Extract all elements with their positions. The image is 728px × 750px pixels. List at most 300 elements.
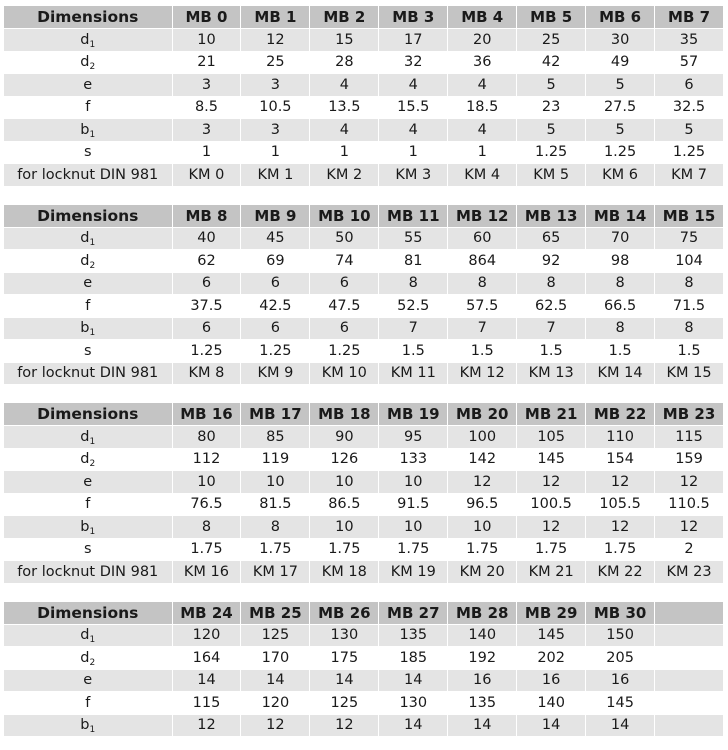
table-cell: 6	[172, 317, 241, 340]
table-row	[4, 471, 724, 494]
table-cell: KM 16	[172, 561, 241, 584]
table-cell: 42	[517, 51, 586, 74]
table-cell: 110	[586, 426, 655, 449]
table-cell: 14	[241, 669, 310, 692]
table-cell: 35	[655, 29, 724, 52]
header-cell: MB 28	[448, 602, 517, 625]
table-cell: 14	[379, 714, 448, 737]
table-cell: 145	[517, 624, 586, 647]
table-cell: 1	[448, 141, 517, 164]
table-cell	[655, 669, 724, 692]
table-cell: 62.5	[517, 295, 586, 318]
header-cell: MB 25	[241, 602, 310, 625]
table-cell: KM 8	[172, 362, 241, 385]
table-row	[4, 647, 724, 670]
table-cell: 14	[517, 714, 586, 737]
table-cell: 1.5	[379, 340, 448, 363]
table-cell: 5	[517, 119, 586, 142]
table-cell	[655, 714, 724, 737]
table-cell: 76.5	[172, 493, 241, 516]
table-header-row	[4, 602, 724, 625]
table-cell: 3	[172, 74, 241, 97]
table-row	[4, 561, 724, 584]
header-cell: MB 11	[379, 205, 448, 228]
table-row	[4, 714, 724, 737]
table-row	[4, 295, 724, 318]
header-cell: Dimensions	[4, 6, 172, 29]
row-label: e	[4, 272, 172, 295]
header-cell: MB 29	[517, 602, 586, 625]
table-row	[4, 29, 724, 52]
table-cell: KM 23	[655, 561, 724, 584]
table-header-row	[4, 403, 724, 426]
table-cell: 1.75	[310, 538, 379, 561]
header-cell: MB 5	[517, 6, 586, 29]
row-label: $b_1$	[4, 317, 172, 340]
table-cell: 1.75	[586, 538, 655, 561]
table-cell: 14	[379, 669, 448, 692]
table-cell: 20	[448, 29, 517, 52]
table-cell: 1	[379, 141, 448, 164]
row-label: e	[4, 74, 172, 97]
table-cell: 60	[448, 227, 517, 250]
table-cell: 45	[241, 227, 310, 250]
table-row	[4, 669, 724, 692]
dimensions-table-1	[4, 6, 724, 187]
row-label: $d_2$	[4, 51, 172, 74]
table-cell: 140	[448, 624, 517, 647]
table-cell: 4	[379, 119, 448, 142]
table-cell: 74	[310, 250, 379, 273]
table-cell: 12	[517, 516, 586, 539]
table-cell: 14	[310, 669, 379, 692]
table-row	[4, 164, 724, 187]
table-cell: 1.25	[241, 340, 310, 363]
table-cell: 5	[517, 74, 586, 97]
table-cell: 17	[379, 29, 448, 52]
table-cell: 16	[586, 669, 655, 692]
table-cell: 70	[586, 227, 655, 250]
header-cell: MB 12	[448, 205, 517, 228]
table-cell: 8	[517, 272, 586, 295]
dimensions-table-2	[4, 205, 724, 386]
table-cell: 7	[379, 317, 448, 340]
table-cell: 12	[310, 714, 379, 737]
table-cell: 32	[379, 51, 448, 74]
table-cell: 92	[517, 250, 586, 273]
table-row	[4, 74, 724, 97]
table-cell: 8	[379, 272, 448, 295]
table-cell: 8	[241, 516, 310, 539]
table-cell: 30	[586, 29, 655, 52]
table-cell: KM 21	[517, 561, 586, 584]
table-cell: 145	[517, 448, 586, 471]
table-cell: 27.5	[586, 96, 655, 119]
row-label: for locknut DIN 981	[4, 561, 172, 584]
table-cell: 170	[241, 647, 310, 670]
table-cell: 10	[448, 516, 517, 539]
table-cell: 164	[172, 647, 241, 670]
table-cell: 2	[655, 538, 724, 561]
table-cell: 112	[172, 448, 241, 471]
table-cell: 12	[241, 714, 310, 737]
table-cell: 6	[310, 317, 379, 340]
table-cell: 1.25	[655, 141, 724, 164]
table-cell: 12	[448, 471, 517, 494]
header-cell: MB 24	[172, 602, 241, 625]
table-row	[4, 493, 724, 516]
table-cell: 1.75	[448, 538, 517, 561]
row-label: $d_1$	[4, 426, 172, 449]
row-label: f	[4, 692, 172, 715]
table-cell: 14	[586, 714, 655, 737]
table-cell: KM 22	[586, 561, 655, 584]
table-cell: 15.5	[379, 96, 448, 119]
table-cell: 4	[448, 119, 517, 142]
table-row	[4, 426, 724, 449]
table-cell: KM 14	[586, 362, 655, 385]
table-cell: KM 15	[655, 362, 724, 385]
table-cell: 185	[379, 647, 448, 670]
table-cell: 12	[655, 471, 724, 494]
table-row	[4, 624, 724, 647]
table-cell: 10	[310, 471, 379, 494]
table-row	[4, 272, 724, 295]
table-cell: 37.5	[172, 295, 241, 318]
table-cell: 1.25	[517, 141, 586, 164]
table-cell: 205	[586, 647, 655, 670]
header-cell: MB 1	[241, 6, 310, 29]
row-label: e	[4, 471, 172, 494]
table-cell: 125	[310, 692, 379, 715]
table-cell: KM 5	[517, 164, 586, 187]
header-cell: MB 0	[172, 6, 241, 29]
table-cell: 12	[172, 714, 241, 737]
table-cell: 14	[448, 714, 517, 737]
dimensions-table-3	[4, 403, 724, 584]
table-cell: 36	[448, 51, 517, 74]
header-cell: MB 10	[310, 205, 379, 228]
table-cell: 100	[448, 426, 517, 449]
header-cell: Dimensions	[4, 403, 172, 426]
table-cell: 1.75	[517, 538, 586, 561]
table-cell: 14	[172, 669, 241, 692]
header-cell: MB 20	[448, 403, 517, 426]
table-cell: 1.75	[241, 538, 310, 561]
table-row	[4, 227, 724, 250]
table-cell: 16	[517, 669, 586, 692]
header-cell: MB 9	[241, 205, 310, 228]
table-cell: 18.5	[448, 96, 517, 119]
table-row	[4, 538, 724, 561]
row-label: for locknut DIN 981	[4, 164, 172, 187]
row-label: s	[4, 141, 172, 164]
table-cell: 55	[379, 227, 448, 250]
row-label: $d_1$	[4, 624, 172, 647]
table-cell: 120	[241, 692, 310, 715]
header-cell	[655, 602, 724, 625]
header-cell: MB 13	[517, 205, 586, 228]
table-cell: 10	[172, 471, 241, 494]
table-cell: 16	[448, 669, 517, 692]
table-cell: KM 7	[655, 164, 724, 187]
table-cell: 1.25	[172, 340, 241, 363]
table-cell: 125	[241, 624, 310, 647]
table-cell: 130	[379, 692, 448, 715]
header-cell: MB 14	[586, 205, 655, 228]
table-cell: 40	[172, 227, 241, 250]
header-cell: MB 4	[448, 6, 517, 29]
header-cell: MB 15	[655, 205, 724, 228]
table-cell: KM 11	[379, 362, 448, 385]
table-cell: 145	[586, 692, 655, 715]
row-label: $b_1$	[4, 516, 172, 539]
table-row	[4, 516, 724, 539]
table-cell: 5	[586, 74, 655, 97]
header-cell: MB 2	[310, 6, 379, 29]
table-cell: 10	[379, 471, 448, 494]
row-label: for locknut DIN 981	[4, 362, 172, 385]
table-cell: 90	[310, 426, 379, 449]
table-cell: 81	[379, 250, 448, 273]
table-cell: 1.25	[586, 141, 655, 164]
header-cell: MB 21	[517, 403, 586, 426]
table-cell: 10	[310, 516, 379, 539]
table-cell: 85	[241, 426, 310, 449]
table-cell: 6	[172, 272, 241, 295]
table-cell: 21	[172, 51, 241, 74]
table-cell: KM 19	[379, 561, 448, 584]
table-cell: 6	[655, 74, 724, 97]
table-row	[4, 317, 724, 340]
table-row	[4, 119, 724, 142]
table-cell: KM 12	[448, 362, 517, 385]
table-cell: 69	[241, 250, 310, 273]
dimensions-table-4	[4, 602, 724, 738]
table-cell: 4	[310, 119, 379, 142]
table-cell: 3	[241, 119, 310, 142]
table-row	[4, 51, 724, 74]
table-header-row	[4, 6, 724, 29]
header-cell: MB 23	[655, 403, 724, 426]
row-label: $b_1$	[4, 714, 172, 737]
table-cell: 12	[586, 471, 655, 494]
table-cell: 10.5	[241, 96, 310, 119]
header-cell: MB 30	[586, 602, 655, 625]
table-cell: 1.5	[586, 340, 655, 363]
table-row	[4, 250, 724, 273]
row-label: f	[4, 295, 172, 318]
header-cell: MB 22	[586, 403, 655, 426]
table-cell: KM 3	[379, 164, 448, 187]
table-cell: 115	[655, 426, 724, 449]
header-cell: MB 17	[241, 403, 310, 426]
table-cell: 1.25	[310, 340, 379, 363]
table-cell: 12	[517, 471, 586, 494]
table-cell: 8	[586, 317, 655, 340]
table-cell: 5	[655, 119, 724, 142]
table-cell: 49	[586, 51, 655, 74]
table-cell: 150	[586, 624, 655, 647]
header-cell: MB 19	[379, 403, 448, 426]
table-cell: 864	[448, 250, 517, 273]
table-cell: 28	[310, 51, 379, 74]
table-cell	[655, 624, 724, 647]
table-cell: 32.5	[655, 96, 724, 119]
table-cell: 4	[448, 74, 517, 97]
table-cell: 3	[172, 119, 241, 142]
row-label: $d_2$	[4, 448, 172, 471]
table-cell: 7	[448, 317, 517, 340]
table-cell: 175	[310, 647, 379, 670]
table-cell: 3	[241, 74, 310, 97]
table-cell: 140	[517, 692, 586, 715]
header-cell: MB 7	[655, 6, 724, 29]
table-header-row	[4, 205, 724, 228]
table-cell: 12	[586, 516, 655, 539]
header-cell: MB 26	[310, 602, 379, 625]
table-cell: 135	[379, 624, 448, 647]
table-cell: 192	[448, 647, 517, 670]
table-cell: 6	[310, 272, 379, 295]
row-label: $d_2$	[4, 647, 172, 670]
table-cell: 1.5	[655, 340, 724, 363]
table-cell: 15	[310, 29, 379, 52]
row-label: $d_2$	[4, 250, 172, 273]
table-cell: 1.5	[517, 340, 586, 363]
table-cell: 8	[172, 516, 241, 539]
table-cell: 25	[517, 29, 586, 52]
header-cell: MB 8	[172, 205, 241, 228]
table-cell: 119	[241, 448, 310, 471]
table-cell: 8	[655, 317, 724, 340]
table-cell: 100.5	[517, 493, 586, 516]
table-row	[4, 692, 724, 715]
table-cell: 10	[241, 471, 310, 494]
table-cell: 133	[379, 448, 448, 471]
header-cell: MB 3	[379, 6, 448, 29]
table-cell: 110.5	[655, 493, 724, 516]
table-cell: 95	[379, 426, 448, 449]
table-cell: 91.5	[379, 493, 448, 516]
table-cell: KM 0	[172, 164, 241, 187]
table-cell: KM 1	[241, 164, 310, 187]
table-cell: 10	[379, 516, 448, 539]
table-cell: 52.5	[379, 295, 448, 318]
table-cell: 47.5	[310, 295, 379, 318]
table-cell: 105.5	[586, 493, 655, 516]
table-cell: 75	[655, 227, 724, 250]
table-cell: 71.5	[655, 295, 724, 318]
table-cell: KM 10	[310, 362, 379, 385]
table-cell: 98	[586, 250, 655, 273]
row-label: $d_1$	[4, 227, 172, 250]
table-cell: 1	[310, 141, 379, 164]
table-cell: 4	[379, 74, 448, 97]
table-cell	[655, 647, 724, 670]
table-cell: 105	[517, 426, 586, 449]
table-row	[4, 448, 724, 471]
header-cell: MB 18	[310, 403, 379, 426]
table-cell: KM 17	[241, 561, 310, 584]
table-cell: 80	[172, 426, 241, 449]
table-cell: 57	[655, 51, 724, 74]
dimension-tables	[4, 6, 724, 737]
header-cell: MB 6	[586, 6, 655, 29]
row-label: f	[4, 493, 172, 516]
header-cell: Dimensions	[4, 602, 172, 625]
table-cell: KM 6	[586, 164, 655, 187]
table-cell: 8.5	[172, 96, 241, 119]
table-cell: 120	[172, 624, 241, 647]
table-cell: 104	[655, 250, 724, 273]
row-label: $b_1$	[4, 119, 172, 142]
table-cell: 130	[310, 624, 379, 647]
header-cell: Dimensions	[4, 205, 172, 228]
table-cell: 1.5	[448, 340, 517, 363]
table-cell: 42.5	[241, 295, 310, 318]
table-cell: KM 20	[448, 561, 517, 584]
table-cell: 4	[310, 74, 379, 97]
table-cell: 1.75	[172, 538, 241, 561]
table-cell: 159	[655, 448, 724, 471]
table-row	[4, 96, 724, 119]
row-label: s	[4, 538, 172, 561]
table-cell: 8	[655, 272, 724, 295]
table-cell: KM 4	[448, 164, 517, 187]
row-label: e	[4, 669, 172, 692]
table-cell: 6	[241, 272, 310, 295]
table-cell: 1	[172, 141, 241, 164]
table-cell: 1	[241, 141, 310, 164]
table-cell	[655, 692, 724, 715]
table-cell: 96.5	[448, 493, 517, 516]
table-cell: 115	[172, 692, 241, 715]
table-cell: 1.75	[379, 538, 448, 561]
header-cell: MB 16	[172, 403, 241, 426]
table-cell: 50	[310, 227, 379, 250]
table-cell: 10	[172, 29, 241, 52]
table-cell: KM 13	[517, 362, 586, 385]
table-cell: 62	[172, 250, 241, 273]
table-cell: 57.5	[448, 295, 517, 318]
row-label: s	[4, 340, 172, 363]
table-cell: 8	[586, 272, 655, 295]
table-cell: 13.5	[310, 96, 379, 119]
table-row	[4, 141, 724, 164]
table-cell: KM 9	[241, 362, 310, 385]
table-cell: 8	[448, 272, 517, 295]
table-cell: 66.5	[586, 295, 655, 318]
table-cell: 126	[310, 448, 379, 471]
table-cell: 6	[241, 317, 310, 340]
table-cell: KM 2	[310, 164, 379, 187]
table-cell: KM 18	[310, 561, 379, 584]
table-cell: 5	[586, 119, 655, 142]
table-cell: 25	[241, 51, 310, 74]
table-cell: 65	[517, 227, 586, 250]
row-label: $d_1$	[4, 29, 172, 52]
row-label: f	[4, 96, 172, 119]
table-cell: 142	[448, 448, 517, 471]
table-row	[4, 340, 724, 363]
table-cell: 23	[517, 96, 586, 119]
table-cell: 12	[241, 29, 310, 52]
table-cell: 12	[655, 516, 724, 539]
header-cell: MB 27	[379, 602, 448, 625]
table-cell: 202	[517, 647, 586, 670]
table-row	[4, 362, 724, 385]
